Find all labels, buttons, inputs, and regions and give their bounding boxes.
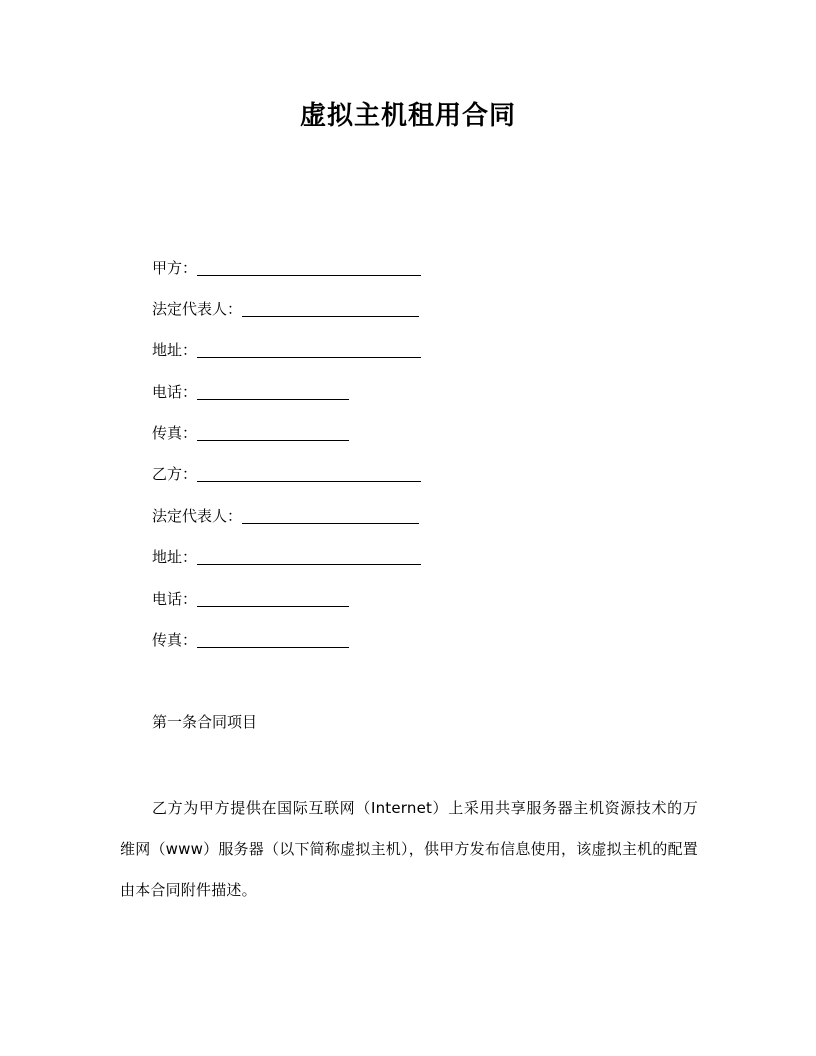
party-b-name-label: 乙方： (152, 465, 198, 483)
party-b-address-label: 地址： (152, 548, 198, 566)
party-b-fax-field (152, 628, 349, 650)
party-b-name-field (152, 462, 421, 484)
party-a-phone-field (152, 380, 349, 402)
party-a-rep-label: 法定代表人： (152, 300, 243, 318)
party-b-rep-field (152, 504, 419, 526)
party-a-address-blank[interactable] (197, 343, 421, 358)
party-b-name-blank[interactable] (197, 467, 421, 482)
party-a-rep-field (152, 297, 419, 319)
party-b-phone-field (152, 587, 349, 609)
party-b-phone-label: 电话： (152, 590, 198, 608)
party-a-address-field (152, 338, 421, 360)
party-a-fax-blank[interactable] (197, 426, 349, 441)
article-1-heading: 第一条合同项目 (152, 713, 258, 731)
party-a-phone-label: 电话： (152, 383, 198, 401)
party-b-phone-blank[interactable] (197, 592, 349, 607)
party-b-rep-label: 法定代表人： (152, 507, 243, 525)
party-a-phone-blank[interactable] (197, 385, 349, 400)
party-a-rep-blank[interactable] (242, 302, 419, 317)
party-a-name-blank[interactable] (197, 261, 421, 276)
party-b-fax-blank[interactable] (197, 633, 349, 648)
party-a-name-label: 甲方： (152, 259, 198, 277)
party-a-name-field (152, 256, 421, 278)
party-b-fax-label: 传真： (152, 631, 198, 649)
party-a-fax-field (152, 421, 349, 443)
party-b-rep-blank[interactable] (242, 509, 419, 524)
party-b-address-blank[interactable] (197, 550, 421, 565)
article-1-body: 乙方为甲方提供在国际互联网（Internet）上采用共享服务器主机资源技术的万维网（www）服务器（以下简称虚拟主机），供甲方发布信息使用，该虚拟主机的配置由本合同附件描述。 (120, 799, 698, 899)
party-a-address-label: 地址： (152, 341, 198, 359)
party-b-address-field (152, 545, 421, 567)
document-title: 虚拟主机租用合同 (299, 101, 516, 131)
party-a-fax-label: 传真： (152, 424, 198, 442)
